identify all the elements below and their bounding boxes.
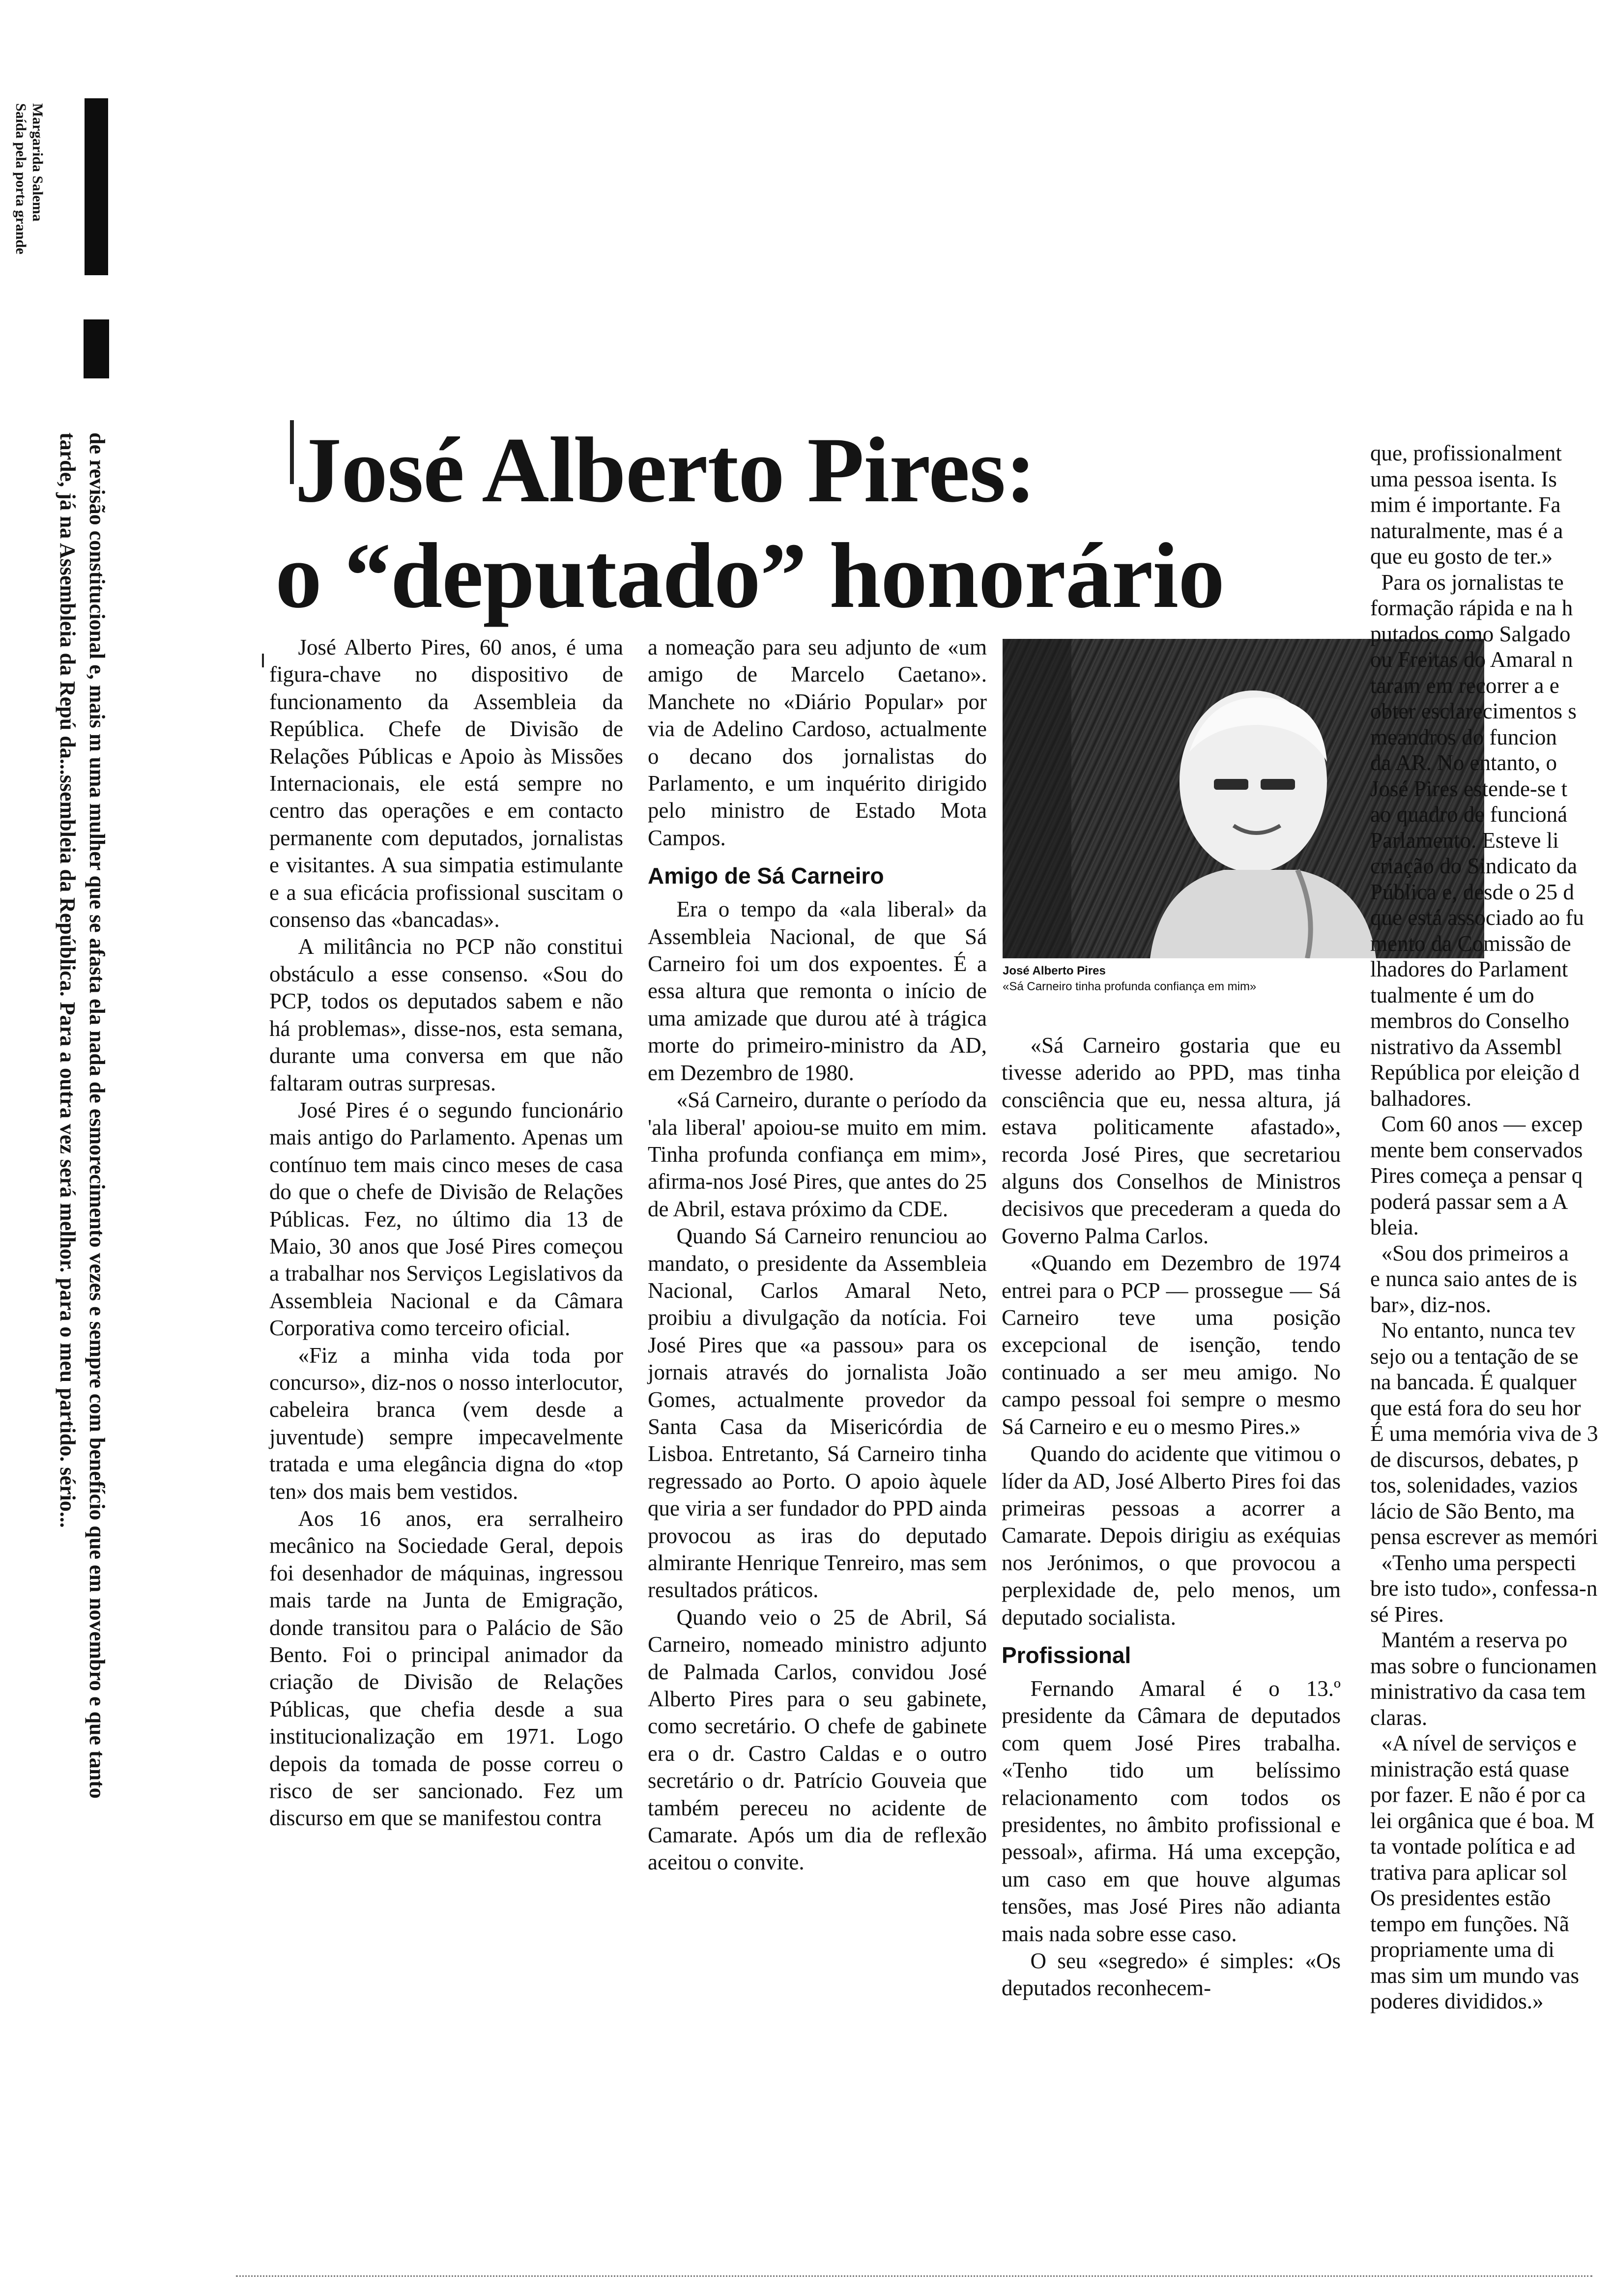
col3-paragraph: O seu «segredo» é simples: «Os deputados reconhecem- bbox=[1002, 1949, 1341, 2001]
col4-line: bleia. bbox=[1370, 1215, 1419, 1239]
col4-line: claras. bbox=[1370, 1705, 1428, 1730]
col4-line: que eu gosto de ter.» bbox=[1370, 544, 1553, 569]
col4-line: ao quadro de funcioná bbox=[1370, 802, 1568, 827]
col4-line: ministrativo da casa tem bbox=[1370, 1679, 1586, 1704]
col4-line: poderes divididos.» bbox=[1370, 1989, 1544, 2013]
col2-paragraph: Era o tempo da «ala liberal» da Assembleia Nacional, de que Sá Carneiro foi um dos expoentes. É a essa altura que remonta o início de uma amizade que durou até à trágica morte do primeiro-ministro da AD, em Dezembro de 1980. bbox=[648, 897, 987, 1085]
subhead-amigo-de-sa-carneiro: Amigo de Sá Carneiro bbox=[648, 863, 884, 889]
col4-line: Pública e, desde o 25 d bbox=[1370, 879, 1574, 904]
col4-line: da AR. No entanto, o bbox=[1370, 750, 1557, 775]
col4-line: pensa escrever as memóri bbox=[1370, 1524, 1598, 1549]
col4-line: mas sim um mundo vas bbox=[1370, 1963, 1579, 1988]
col4-line: Mantém a reserva po bbox=[1370, 1628, 1568, 1652]
col4-line: ta vontade política e ad bbox=[1370, 1834, 1576, 1859]
margin-fragment-line-2: tarde, já na Assembleia da Repú da...ssembleia da República. Para a outra vez será melhor. para o meu partido. sério... bbox=[56, 432, 80, 1528]
headline bbox=[275, 418, 1347, 629]
article-column-2 bbox=[648, 634, 987, 1876]
col4-line: mento da Comissão de bbox=[1370, 931, 1571, 956]
margin-black-block-bottom bbox=[84, 319, 109, 378]
col4-line: mim é importante. Fa bbox=[1370, 492, 1561, 517]
col4-line: tos, solenidades, vazios bbox=[1370, 1473, 1578, 1497]
col4-line: É uma memória viva de 3 bbox=[1370, 1421, 1598, 1446]
article-column-4-cropped bbox=[1370, 440, 1612, 2014]
margin-credit-line-1: Margarida Salema bbox=[29, 103, 46, 222]
col4-line: lhadores do Parlament bbox=[1370, 957, 1568, 981]
col4-line: Pires começa a pensar q bbox=[1370, 1163, 1583, 1188]
col4-line: poderá passar sem a A bbox=[1370, 1189, 1568, 1214]
col4-line: obter esclarecimentos s bbox=[1370, 699, 1577, 723]
col4-line: taram em recorrer a e bbox=[1370, 673, 1559, 698]
col4-line: naturalmente, mas é a bbox=[1370, 518, 1563, 543]
col4-line: que está associado ao fu bbox=[1370, 905, 1584, 930]
col4-line: tempo em funções. Nã bbox=[1370, 1911, 1569, 1936]
col4-line: propriamente uma di bbox=[1370, 1937, 1554, 1962]
col1-paragraph: José Alberto Pires, 60 anos, é uma figura-chave no dispositivo de funcionamento da Assembleia da República. Chefe de Divisão de Relações Públicas e Apoio às Missões Internacionais, ele está sempre no centro das operações e em contacto permanente com deputados, jornalistas e visitantes. A sua simpatia estimulante e a sua eficácia profissional suscitam o consenso das «bancadas». bbox=[269, 635, 623, 932]
col3-paragraph: Quando do acidente que vitimou o líder da AD, José Alberto Pires foi das primeiras pessoas a acorrer a Camarate. Depois dirigiu as exéquias nos Jerónimos, o que provocou a perplexidade de, pelo menos, um deputado socialista. bbox=[1002, 1441, 1341, 1630]
col4-line: lácio de São Bento, ma bbox=[1370, 1498, 1575, 1523]
col1-paragraph: José Pires é o segundo funcionário mais antigo do Parlamento. Apenas um contínuo tem mais cinco meses de casa do que o chefe de Divisão de Relações Públicas. Fez, no último dia 13 de Maio, 30 anos que José Pires começou a trabalhar nos Serviços Legislativos da Assembleia Nacional e da Câmara Corporativa como terceiro oficial. bbox=[269, 1097, 623, 1341]
col4-line: República por eleição d bbox=[1370, 1060, 1580, 1085]
page-bottom-edge bbox=[236, 2275, 1592, 2279]
col4-line: Parlamento. Esteve li bbox=[1370, 828, 1559, 853]
headline-line-2: o “deputado” honorário bbox=[275, 524, 1225, 628]
col1-paragraph: Aos 16 anos, era serralheiro mecânico na Sociedade Geral, depois foi desenhador de máquinas, ingressou mais tarde na Junta de Emigração, donde transitou para o Palácio de São Bento. Foi o principal animador da criação de Divisão de Relações Públicas, que chefia desde a sua institucionalização em 1971. Logo depois da tomada de posse correu o risco de ser sancionado. Fez um discurso em que se manifestou contra bbox=[269, 1506, 623, 1831]
col4-line: trativa para aplicar sol bbox=[1370, 1860, 1568, 1885]
photo-caption-quote: «Sá Carneiro tinha profunda confiança em mim» bbox=[1003, 980, 1257, 993]
col2-paragraph: Quando Sá Carneiro renunciou ao mandato, o presidente da Assembleia Nacional, Carlos Amaral Neto, proibiu a divulgação da notícia. Foi José Pires que «a passou» para os jornais através do jornalista João Gomes, actualmente provedor da Santa Casa da Misericórdia de Lisboa. Entretanto, Sá Carneiro tinha regressado ao Porto. O apoio àquele que viria a ser fundador do PPD ainda provocou as iras do deputado almirante Henrique Tenreiro, mas sem resultados práticos. bbox=[648, 1224, 987, 1603]
col4-line: que está fora do seu hor bbox=[1370, 1395, 1581, 1420]
col4-line: sé Pires. bbox=[1370, 1602, 1444, 1627]
photo-caption-name: José Alberto Pires bbox=[1003, 964, 1106, 977]
col4-line: na bancada. É qualquer bbox=[1370, 1370, 1577, 1394]
col4-line: mas sobre o funcionamen bbox=[1370, 1653, 1597, 1678]
col2-paragraph: Quando veio o 25 de Abril, Sá Carneiro, nomeado ministro adjunto de Palmada Carlos, convidou José Alberto Pires para o seu gabinete, como secretário. O chefe de gabinete era o dr. Castro Caldas e o outro secretário o dr. Patrício Gouveia que também pereceu no acidente de Camarate. Após um dia de reflexão aceitou o convite. bbox=[648, 1605, 987, 1875]
col1-margin-mark bbox=[262, 654, 264, 667]
col4-line: ou Freitas do Amaral n bbox=[1370, 647, 1573, 672]
subhead-profissional: Profissional bbox=[1002, 1642, 1131, 1668]
col3-paragraph: «Sá Carneiro gostaria que eu tivesse aderido ao PPD, mas tinha consciência que eu, nessa altura, já estava politicamente afastado», recorda José Pires, que secretariou alguns dos Conselhos de Ministros decisivos que precederam a queda do Governo Palma Carlos. bbox=[1002, 1033, 1341, 1248]
col1-paragraph: «Fiz a minha vida toda por concurso», diz-nos o nosso interlocutor, cabeleira branca (vem desde a juventude) sempre impecavelmente tratada e uma elegância digna do «top ten» dos mais bem vestidos. bbox=[269, 1343, 623, 1504]
col2-paragraph: «Sá Carneiro, durante o período da 'ala liberal' apoiou-se muito em mim. Tinha profunda confiança em mim», afirma-nos José Pires, que antes do 25 de Abril, estava próximo da CDE. bbox=[648, 1088, 987, 1221]
col4-line: sejo ou a tentação de se bbox=[1370, 1344, 1579, 1369]
col4-line: de discursos, debates, p bbox=[1370, 1447, 1579, 1472]
col4-line: bar», diz-nos. bbox=[1370, 1292, 1492, 1317]
col4-line: membros do Conselho bbox=[1370, 1008, 1569, 1033]
margin-black-block-top bbox=[85, 98, 108, 275]
col4-line: No entanto, nunca tev bbox=[1370, 1318, 1576, 1343]
col4-line: Para os jornalistas te bbox=[1370, 570, 1564, 595]
col4-line: formação rápida e na h bbox=[1370, 596, 1573, 620]
col2-intro-paragraph: a nomeação para seu adjunto de «um amigo de Marcelo Caetano». Manchete no «Diário Popular» por via de Adelino Cardoso, actualmente o decano dos jornalistas do Parlamento, e um inquérito dirigido pelo ministro de Estado Mota Campos. bbox=[648, 635, 987, 850]
article-column-3 bbox=[1002, 1032, 1341, 2002]
col4-line: e nunca saio antes de is bbox=[1370, 1266, 1578, 1291]
col4-line: criação do Sindicato da bbox=[1370, 854, 1578, 878]
col4-line: José Pires estende-se t bbox=[1370, 776, 1568, 801]
col4-line: «Tenho uma perspecti bbox=[1370, 1550, 1577, 1575]
col4-line: ministração está quase bbox=[1370, 1756, 1569, 1781]
col4-line: bre isto tudo», confessa-n bbox=[1370, 1576, 1598, 1601]
col4-line: mente bem conservados bbox=[1370, 1137, 1583, 1162]
col4-line: «A nível de serviços e bbox=[1370, 1731, 1577, 1755]
headline-line-1: José Alberto Pires: bbox=[295, 419, 1036, 522]
col1-paragraph: A militância no PCP não constitui obstáculo a esse consenso. «Sou do PCP, todos os deputados sabem e não há problemas», disse-nos, esta semana, durante uma conversa em que não faltaram outras surpresas. bbox=[269, 934, 623, 1095]
margin-fragment-line-1: de revisão constitucional e, mais m uma mulher que se afasta ela nada de esmorecimento vezes e sempre com benefício que em novembro e que tanto bbox=[85, 432, 109, 1799]
col4-line: uma pessoa isenta. Is bbox=[1370, 466, 1557, 491]
col4-line: balhadores. bbox=[1370, 1086, 1472, 1111]
col4-line: que, profissionalment bbox=[1370, 441, 1562, 465]
col4-line: Os presidentes estão bbox=[1370, 1886, 1551, 1910]
col4-line: por fazer. E não é por ca bbox=[1370, 1782, 1586, 1807]
col4-line: nistrativo da Assembl bbox=[1370, 1034, 1562, 1059]
margin-credit-line-2: Saída pela porta grande bbox=[13, 103, 29, 255]
col4-line: putados como Salgado bbox=[1370, 621, 1571, 646]
article-column-1 bbox=[269, 634, 623, 1832]
col4-line: tualmente é um do bbox=[1370, 982, 1534, 1007]
col4-line: meandros do funcion bbox=[1370, 724, 1557, 749]
col4-line: «Sou dos primeiros a bbox=[1370, 1240, 1569, 1265]
col4-line: lei orgânica que é boa. M bbox=[1370, 1808, 1595, 1833]
col3-paragraph: Fernando Amaral é o 13.º presidente da Câmara de deputados com quem José Pires trabalha. «Tenho tido um belíssimo relacionamento com todos os presidentes, no âmbito profissional e pessoal», afirma. Há uma excepção, um caso em que houve algumas tensões, mas José Pires não adianta mais nada sobre esse caso. bbox=[1002, 1676, 1341, 1946]
col3-paragraph: «Quando em Dezembro de 1974 entrei para o PCP — prossegue — Sá Carneiro teve uma posição excepcional de isenção, tendo continuado a ser meu amigo. No campo pessoal foi sempre o mesmo Sá Carneiro e eu o mesmo Pires.» bbox=[1002, 1251, 1341, 1439]
col4-line: Com 60 anos — excep bbox=[1370, 1112, 1583, 1136]
